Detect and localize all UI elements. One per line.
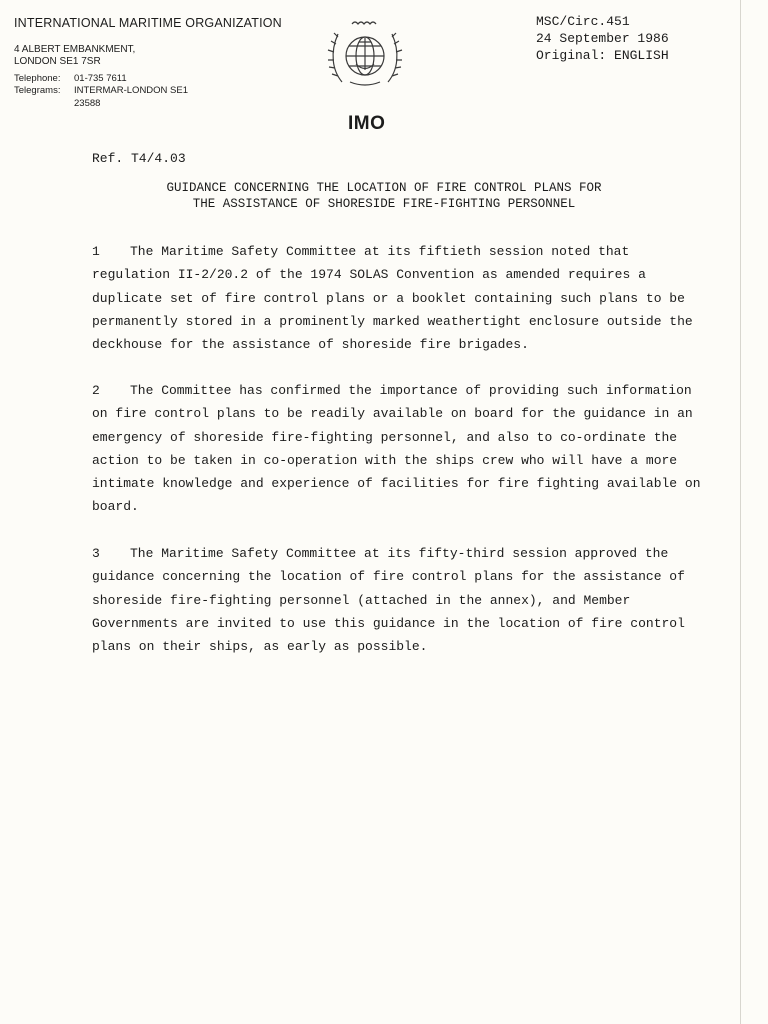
paragraph-text-line: shoreside fire-fighting personnel (attached in the annex), and Member	[92, 592, 631, 608]
document-title-line-1: GUIDANCE CONCERNING THE LOCATION OF FIRE CONTROL PLANS FOR	[166, 181, 602, 195]
paragraph-number: 2	[92, 383, 100, 398]
paragraph-text-line: emergency of shoreside fire-fighting personnel, and also to co-ordinate the	[92, 429, 678, 445]
telegrams-label: Telegrams:	[14, 85, 61, 96]
paragraph-text-line: guidance concerning the location of fire control plans for the assistance of	[92, 569, 685, 585]
paragraph-text-line: The Maritime Safety Committee at its fifty-third session approved the	[130, 546, 669, 561]
organization-name: INTERNATIONAL MARITIME ORGANIZATION	[14, 16, 282, 30]
circular-date: 24 September 1986	[536, 31, 669, 46]
paragraph-text-line: Governments are invited to use this guidance in the location of fire control	[92, 615, 685, 631]
telephone-value: 01-735 7611	[74, 73, 127, 84]
reference-number: Ref. T4/4.03	[92, 151, 186, 166]
telephone-label: Telephone:	[14, 73, 61, 84]
paragraph-text-line: duplicate set of fire control plans or a booklet containing such plans to be	[92, 290, 685, 306]
paragraph-text-line: action to be taken in co-operation with the ships crew who will have a more	[92, 452, 678, 468]
paragraph-3	[92, 542, 692, 658]
paragraph-1	[92, 240, 692, 356]
paragraph-text-line: on fire control plans to be readily available on board for the guidance in an	[92, 406, 693, 422]
imo-heading: IMO	[348, 113, 386, 134]
address-line-2: LONDON SE1 7SR	[14, 56, 101, 67]
paragraph-text-line: permanently stored in a prominently marked weathertight enclosure outside the	[92, 313, 693, 329]
paragraph-text-line: The Maritime Safety Committee at its fiftieth session noted that	[130, 244, 630, 259]
paragraph-number: 1	[92, 244, 100, 259]
address-line-1: 4 ALBERT EMBANKMENT,	[14, 44, 136, 55]
document-title-line-2: THE ASSISTANCE OF SHORESIDE FIRE-FIGHTING PERSONNEL	[192, 197, 576, 211]
paragraph-text-line: The Committee has confirmed the importance of providing such information	[130, 383, 692, 398]
circular-number: MSC/Circ.451	[536, 14, 630, 29]
paragraph-number: 3	[92, 546, 100, 561]
paragraph-text-line: deckhouse for the assistance of shoreside fire brigades.	[92, 337, 529, 353]
paragraph-text-line: plans on their ships, as early as possible.	[92, 639, 428, 655]
telegrams-value: INTERMAR-LONDON SE1	[74, 85, 189, 96]
paragraph-text-line: intimate knowledge and experience of facilities for fire fighting available on	[92, 476, 701, 492]
paragraph-text-line: regulation II-2/20.2 of the 1974 SOLAS Convention as amended requires a	[92, 267, 646, 283]
imo-emblem-icon	[326, 12, 404, 92]
telex-value: 23588	[74, 98, 101, 109]
circular-original-language: Original: ENGLISH	[536, 48, 669, 63]
paragraph-text-line: board.	[92, 499, 139, 515]
paragraph-2	[92, 379, 701, 519]
page-edge-rule	[740, 0, 741, 1024]
circular-info	[536, 13, 669, 64]
